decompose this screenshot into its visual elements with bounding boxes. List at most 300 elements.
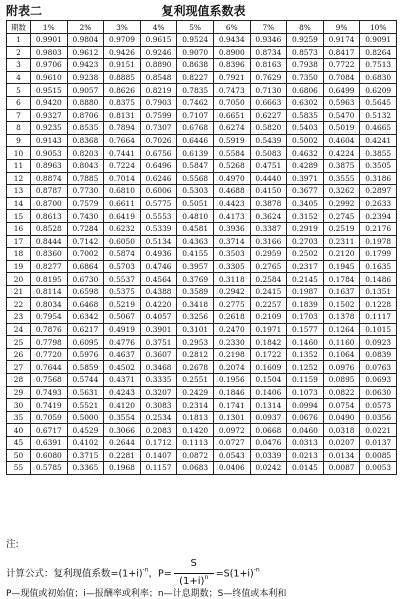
table-cell-factor: 0.5339 — [140, 222, 177, 235]
table-row — [7, 134, 397, 147]
table-cell-factor: 0.0668 — [250, 424, 287, 437]
column-header-rate: 10% — [360, 21, 397, 34]
table-cell-factor: 0.8548 — [140, 71, 177, 84]
table-cell-factor: 0.8700 — [31, 197, 68, 210]
table-cell-factor: 0.0972 — [213, 424, 250, 437]
variable-legend: P—现值或初始值；i—报酬率或利率；n—计息期数；S—终值或本利和 — [6, 589, 287, 599]
table-cell-factor: 0.1264 — [323, 323, 360, 336]
table-cell-factor: 0.8368 — [67, 134, 104, 147]
table-cell-factor: 0.6651 — [213, 109, 250, 122]
table-cell-period: 40 — [7, 424, 31, 437]
table-cell-period: 5 — [7, 84, 31, 97]
table-row — [7, 260, 397, 273]
table-cell-factor: 0.1351 — [360, 285, 397, 298]
table-cell-factor: 0.5775 — [140, 197, 177, 210]
table-cell-factor: 0.9057 — [67, 84, 104, 97]
appendix-label: 附表二 — [6, 4, 43, 18]
table-row — [7, 222, 397, 235]
table-cell-factor: 0.7107 — [177, 109, 214, 122]
table-cell-factor: 0.6209 — [360, 84, 397, 97]
table-cell-factor: 0.1228 — [360, 298, 397, 311]
table-cell-factor: 0.4665 — [360, 122, 397, 135]
table-cell-factor: 0.9615 — [140, 34, 177, 47]
table-cell-factor: 0.0630 — [360, 386, 397, 399]
table-cell-factor: 0.6050 — [104, 235, 141, 248]
table-row — [7, 348, 397, 361]
table-cell-factor: 0.4440 — [250, 172, 287, 185]
table-row — [7, 399, 397, 412]
table-cell-factor: 0.7921 — [213, 71, 250, 84]
table-cell-factor: 0.4604 — [323, 134, 360, 147]
table-row — [7, 210, 397, 223]
table-cell-factor: 0.5019 — [323, 122, 360, 135]
table-cell-factor: 0.5835 — [287, 109, 324, 122]
table-cell-factor: 0.0872 — [177, 449, 214, 462]
table-cell-factor: 0.8219 — [140, 84, 177, 97]
table-cell-factor: 0.5568 — [177, 172, 214, 185]
table-cell-factor: 0.6468 — [67, 298, 104, 311]
table-cell-factor: 0.3207 — [140, 386, 177, 399]
table-cell-factor: 0.3152 — [287, 210, 324, 223]
table-cell-factor: 0.2145 — [287, 273, 324, 286]
table-cell-factor: 0.1064 — [323, 348, 360, 361]
table-cell-factor: 0.7059 — [31, 411, 68, 424]
table-cell-factor: 0.4936 — [140, 248, 177, 261]
table-cell-factor: 0.9423 — [67, 59, 104, 72]
table-cell-factor: 0.7513 — [360, 59, 397, 72]
table-cell-factor: 0.6830 — [360, 71, 397, 84]
table-cell-factor: 0.3262 — [323, 185, 360, 198]
table-cell-factor: 0.3118 — [213, 273, 250, 286]
table-cell-factor: 0.1504 — [250, 374, 287, 387]
table-cell-factor: 0.0923 — [360, 336, 397, 349]
table-cell-factor: 0.2953 — [177, 336, 214, 349]
table-row — [7, 273, 397, 286]
table-cell-factor: 0.8195 — [31, 273, 68, 286]
table-cell-factor: 0.3305 — [213, 260, 250, 273]
table-cell-factor: 0.1846 — [213, 386, 250, 399]
table-cell-factor: 0.6006 — [140, 185, 177, 198]
table-cell-factor: 0.9610 — [31, 71, 68, 84]
table-row — [7, 235, 397, 248]
table-cell-factor: 0.3166 — [250, 235, 287, 248]
table-cell-factor: 0.8706 — [67, 109, 104, 122]
table-cell-factor: 0.7568 — [31, 374, 68, 387]
table-cell-factor: 0.7284 — [67, 222, 104, 235]
table-row — [7, 336, 397, 349]
table-cell-factor: 0.8417 — [323, 46, 360, 59]
table-cell-factor: 0.6756 — [140, 147, 177, 160]
table-cell-factor: 0.5744 — [67, 374, 104, 387]
column-header-period: 期数 — [7, 21, 31, 34]
table-cell-factor: 0.9091 — [360, 34, 397, 47]
table-row — [7, 248, 397, 261]
table-cell-factor: 0.6730 — [67, 273, 104, 286]
table-cell-factor: 0.9327 — [31, 109, 68, 122]
table-cell-factor: 0.8203 — [67, 147, 104, 160]
table-cell-factor: 0.5584 — [213, 147, 250, 160]
table-cell-factor: 0.7720 — [31, 348, 68, 361]
table-cell-period: 50 — [7, 449, 31, 462]
table-cell-factor: 0.0460 — [287, 424, 324, 437]
table-cell-factor: 0.8043 — [67, 159, 104, 172]
table-row — [7, 46, 397, 59]
table-cell-factor: 0.1703 — [287, 311, 324, 324]
table-cell-factor: 0.3875 — [323, 159, 360, 172]
table-cell-factor: 0.6611 — [104, 197, 141, 210]
table-cell-factor: 0.3066 — [104, 424, 141, 437]
table-cell-factor: 0.8890 — [140, 59, 177, 72]
formula-base: (1+i) — [118, 568, 143, 580]
fraction-denominator-exponent: n — [204, 574, 209, 581]
table-cell-factor: 0.5645 — [360, 96, 397, 109]
column-header-rate: 6% — [213, 21, 250, 34]
column-header-rate: 4% — [140, 21, 177, 34]
table-cell-factor: 0.1015 — [360, 323, 397, 336]
table-cell-factor: 0.9709 — [104, 34, 141, 47]
table-cell-factor: 0.8034 — [31, 298, 68, 311]
table-cell-factor: 0.7430 — [67, 210, 104, 223]
table-cell-factor: 0.9235 — [31, 122, 68, 135]
table-cell-factor: 0.5631 — [67, 386, 104, 399]
table-cell-factor: 0.3387 — [250, 222, 287, 235]
table-cell-factor: 0.9426 — [104, 46, 141, 59]
table-cell-factor: 0.1407 — [140, 449, 177, 462]
table-cell-factor: 0.0356 — [360, 411, 397, 424]
table-cell-factor: 0.7142 — [67, 235, 104, 248]
table-cell-factor: 0.2551 — [177, 374, 214, 387]
table-cell-factor: 0.0145 — [287, 462, 324, 475]
table-cell-period: 12 — [7, 172, 31, 185]
table-cell-factor: 0.3589 — [177, 285, 214, 298]
formula-exponent: -n — [142, 566, 149, 574]
table-cell-factor: 0.2519 — [323, 222, 360, 235]
table-cell-factor: 0.3503 — [213, 248, 250, 261]
table-title: 复利现值系数表 — [161, 4, 246, 18]
table-cell-factor: 0.5537 — [104, 273, 141, 286]
table-row — [7, 462, 397, 475]
table-cell-factor: 0.1635 — [360, 260, 397, 273]
column-header-rate: 3% — [104, 21, 141, 34]
table-cell-factor: 0.6342 — [67, 311, 104, 324]
table-cell-factor: 0.1378 — [323, 311, 360, 324]
table-cell-factor: 0.1609 — [250, 361, 287, 374]
table-cell-period: 28 — [7, 374, 31, 387]
table-cell-factor: 0.7014 — [104, 172, 141, 185]
table-cell-factor: 0.4751 — [250, 159, 287, 172]
fraction-denominator-base: (1+i) — [179, 576, 205, 587]
table-cell-factor: 0.6217 — [67, 323, 104, 336]
table-cell-factor: 0.2812 — [177, 348, 214, 361]
table-cell-factor: 0.8787 — [31, 185, 68, 198]
table-cell-factor: 0.2281 — [104, 449, 141, 462]
table-cell-factor: 0.1486 — [360, 273, 397, 286]
table-cell-factor: 0.0976 — [323, 361, 360, 374]
table-cell-factor: 0.7885 — [67, 172, 104, 185]
table-cell-factor: 0.7629 — [250, 71, 287, 84]
table-cell-period: 29 — [7, 386, 31, 399]
table-cell-factor: 0.1784 — [323, 273, 360, 286]
table-cell-factor: 0.0573 — [360, 399, 397, 412]
table-cell-factor: 0.4529 — [67, 424, 104, 437]
table-cell-factor: 0.5963 — [323, 96, 360, 109]
table-cell-factor: 0.7224 — [104, 159, 141, 172]
table-cell-factor: 0.0676 — [287, 411, 324, 424]
table-cell-factor: 0.1073 — [287, 386, 324, 399]
table-cell-factor: 0.7599 — [140, 109, 177, 122]
table-cell-factor: 0.0137 — [360, 437, 397, 450]
table-cell-factor: 0.1159 — [287, 374, 324, 387]
table-cell-factor: 0.7664 — [104, 134, 141, 147]
table-cell-factor: 0.3418 — [177, 298, 214, 311]
table-cell-factor: 0.7441 — [104, 147, 141, 160]
table-cell-factor: 0.2502 — [287, 248, 324, 261]
table-cell-factor: 0.1839 — [287, 298, 324, 311]
table-cell-factor: 0.5375 — [104, 285, 141, 298]
table-cell-period: 9 — [7, 134, 31, 147]
table-cell-factor: 0.9515 — [31, 84, 68, 97]
table-cell-factor: 0.7644 — [31, 361, 68, 374]
formula-suffix: =S — [215, 568, 230, 580]
table-cell-period: 21 — [7, 285, 31, 298]
table-cell-factor: 0.5919 — [213, 134, 250, 147]
table-row — [7, 71, 397, 84]
table-row — [7, 285, 397, 298]
table-cell-factor: 0.4581 — [177, 222, 214, 235]
table-cell-factor: 0.7730 — [67, 185, 104, 198]
table-cell-factor: 0.3677 — [287, 185, 324, 198]
table-cell-factor: 0.8444 — [31, 235, 68, 248]
table-cell-factor: 0.7419 — [31, 399, 68, 412]
table-cell-period: 19 — [7, 260, 31, 273]
table-cell-factor: 0.4637 — [104, 348, 141, 361]
table-cell-period: 20 — [7, 273, 31, 286]
table-cell-factor: 0.6080 — [31, 449, 68, 462]
table-cell-factor: 0.9612 — [67, 46, 104, 59]
table-cell-factor: 0.2703 — [287, 235, 324, 248]
table-cell-factor: 0.0134 — [323, 449, 360, 462]
table-cell-factor: 0.0318 — [323, 424, 360, 437]
table-cell-factor: 0.1712 — [140, 437, 177, 450]
table-cell-factor: 0.8277 — [31, 260, 68, 273]
table-cell-period: 24 — [7, 323, 31, 336]
table-cell-factor: 0.2942 — [213, 285, 250, 298]
table-cell-factor: 0.7002 — [67, 248, 104, 261]
table-cell-factor: 0.9420 — [31, 96, 68, 109]
table-cell-period: 26 — [7, 348, 31, 361]
table-cell-factor: 0.8528 — [31, 222, 68, 235]
table-cell-factor: 0.1956 — [213, 374, 250, 387]
table-cell-factor: 0.7350 — [287, 71, 324, 84]
table-cell-factor: 0.1157 — [140, 462, 177, 475]
table-cell-factor: 0.8880 — [67, 96, 104, 109]
table-cell-factor: 0.4120 — [104, 399, 141, 412]
table-cell-factor: 0.4102 — [67, 437, 104, 450]
table-cell-factor: 0.7903 — [140, 96, 177, 109]
table-cell-factor: 0.1741 — [213, 399, 250, 412]
table-cell-factor: 0.6598 — [67, 285, 104, 298]
table-cell-factor: 0.8874 — [31, 172, 68, 185]
table-cell-factor: 0.6302 — [287, 96, 324, 109]
table-cell-factor: 0.2919 — [287, 222, 324, 235]
formula-block — [6, 550, 401, 587]
table-cell-factor: 0.0727 — [213, 437, 250, 450]
table-cell-factor: 0.1301 — [213, 411, 250, 424]
table-cell-factor: 0.7130 — [250, 84, 287, 97]
table-cell-factor: 0.1117 — [360, 311, 397, 324]
table-cell-factor: 0.4173 — [213, 210, 250, 223]
table-cell-factor: 0.0221 — [360, 424, 397, 437]
table-cell-factor: 0.0763 — [360, 361, 397, 374]
table-cell-factor: 0.1722 — [250, 348, 287, 361]
formula-mid: ，P= — [148, 568, 172, 580]
table-cell-period: 11 — [7, 159, 31, 172]
table-cell-factor: 0.5132 — [360, 109, 397, 122]
table-cell-factor: 0.1813 — [177, 411, 214, 424]
table-cell-factor: 0.5268 — [213, 159, 250, 172]
fraction-numerator: S — [190, 558, 197, 569]
table-cell-factor: 0.2992 — [323, 197, 360, 210]
table-cell-factor: 0.2470 — [213, 323, 250, 336]
table-cell-factor: 0.1987 — [287, 285, 324, 298]
table-cell-factor: 0.5874 — [104, 248, 141, 261]
table-cell-factor: 0.0839 — [360, 348, 397, 361]
table-cell-factor: 0.3101 — [177, 323, 214, 336]
table-cell-factor: 0.6227 — [250, 109, 287, 122]
table-cell-factor: 0.3855 — [360, 147, 397, 160]
table-cell-factor: 0.0085 — [360, 449, 397, 462]
table-cell-period: 25 — [7, 336, 31, 349]
table-row — [7, 323, 397, 336]
table-cell-factor: 0.0754 — [323, 399, 360, 412]
table-body — [7, 34, 397, 475]
table-cell-factor: 0.8613 — [31, 210, 68, 223]
table-row — [7, 172, 397, 185]
table-cell-period: 17 — [7, 235, 31, 248]
table-cell-factor: 0.8734 — [250, 46, 287, 59]
table-cell-factor: 0.3405 — [287, 197, 324, 210]
formula-base-2: (1+i) — [229, 568, 254, 580]
table-cell-factor: 0.3555 — [323, 172, 360, 185]
table-row — [7, 424, 397, 437]
table-cell-factor: 0.4688 — [213, 185, 250, 198]
table-cell-factor: 0.2311 — [323, 235, 360, 248]
formula-prefix: 计算公式：复利现值系数= — [6, 568, 119, 580]
table-row — [7, 122, 397, 135]
table-cell-factor: 0.7876 — [31, 323, 68, 336]
table-cell-period: 10 — [7, 147, 31, 160]
table-cell-factor: 0.6419 — [104, 210, 141, 223]
table-row — [7, 311, 397, 324]
table-cell-factor: 0.0242 — [250, 462, 287, 475]
table-cell-factor: 0.1945 — [323, 260, 360, 273]
table-cell-factor: 0.7579 — [67, 197, 104, 210]
table-cell-factor: 0.1637 — [323, 285, 360, 298]
table-cell-factor: 0.7894 — [104, 122, 141, 135]
table-cell-factor: 0.2317 — [287, 260, 324, 273]
table-cell-factor: 0.0207 — [323, 437, 360, 450]
table-cell-factor: 0.8573 — [287, 46, 324, 59]
table-cell-factor: 0.1971 — [250, 323, 287, 336]
table-row — [7, 411, 397, 424]
table-cell-factor: 0.2765 — [250, 260, 287, 273]
table-row — [7, 147, 397, 160]
table-cell-factor: 0.3751 — [140, 336, 177, 349]
table-cell-factor: 0.8963 — [31, 159, 68, 172]
table-cell-factor: 0.5470 — [323, 109, 360, 122]
table-row — [7, 84, 397, 97]
table-cell-factor: 0.3878 — [250, 197, 287, 210]
table-cell-factor: 0.5553 — [140, 210, 177, 223]
table-cell-factor: 0.1460 — [287, 336, 324, 349]
table-cell-factor: 0.5820 — [250, 122, 287, 135]
table-row — [7, 197, 397, 210]
table-cell-period: 15 — [7, 210, 31, 223]
table-cell-factor: 0.3715 — [67, 449, 104, 462]
table-cell-factor: 0.3957 — [177, 260, 214, 273]
table-cell-factor: 0.8131 — [104, 109, 141, 122]
table-cell-factor: 0.0213 — [287, 449, 324, 462]
table-cell-factor: 0.2415 — [250, 285, 287, 298]
table-cell-factor: 0.4776 — [104, 336, 141, 349]
table-cell-factor: 0.5303 — [177, 185, 214, 198]
table-cell-factor: 0.5002 — [287, 134, 324, 147]
table-cell-factor: 0.9259 — [287, 34, 324, 47]
table-cell-factor: 0.2198 — [213, 348, 250, 361]
table-cell-factor: 0.5067 — [104, 311, 141, 324]
table-cell-factor: 0.2618 — [213, 311, 250, 324]
table-cell-factor: 0.8885 — [104, 71, 141, 84]
table-cell-factor: 0.7473 — [213, 84, 250, 97]
table-cell-factor: 0.0822 — [323, 386, 360, 399]
table-cell-factor: 0.3468 — [140, 361, 177, 374]
table-cell-factor: 0.2429 — [177, 386, 214, 399]
table-cell-factor: 0.8264 — [360, 46, 397, 59]
table-cell-factor: 0.2257 — [250, 298, 287, 311]
table-cell-factor: 0.4810 — [177, 210, 214, 223]
table-cell-factor: 0.3769 — [177, 273, 214, 286]
table-cell-factor: 0.7954 — [31, 311, 68, 324]
table-cell-factor: 0.1502 — [323, 298, 360, 311]
table-cell-factor: 0.8114 — [31, 285, 68, 298]
table-cell-factor: 0.2584 — [250, 273, 287, 286]
table-cell-factor: 0.3505 — [360, 159, 397, 172]
table-cell-factor: 0.7026 — [140, 134, 177, 147]
table-row — [7, 449, 397, 462]
table-cell-factor: 0.3186 — [360, 172, 397, 185]
table-cell-factor: 0.0683 — [177, 462, 214, 475]
table-cell-factor: 0.0053 — [360, 462, 397, 475]
table-cell-factor: 0.0937 — [250, 411, 287, 424]
table-cell-factor: 0.4363 — [177, 235, 214, 248]
table-cell-factor: 0.3256 — [177, 311, 214, 324]
table-cell-factor: 0.2083 — [140, 424, 177, 437]
table-row — [7, 185, 397, 198]
table-cell-factor: 0.3554 — [104, 411, 141, 424]
table-cell-factor: 0.6496 — [140, 159, 177, 172]
column-header-rate: 8% — [287, 21, 324, 34]
table-cell-factor: 0.9246 — [140, 46, 177, 59]
table-cell-factor: 0.2633 — [360, 197, 397, 210]
table-cell-factor: 0.5785 — [31, 462, 68, 475]
table-cell-factor: 0.4371 — [104, 374, 141, 387]
table-cell-period: 1 — [7, 34, 31, 47]
table-cell-factor: 0.3936 — [213, 222, 250, 235]
table-cell-factor: 0.6499 — [323, 84, 360, 97]
table-cell-factor: 0.4632 — [287, 147, 324, 160]
table-cell-period: 14 — [7, 197, 31, 210]
page-header — [6, 2, 401, 18]
